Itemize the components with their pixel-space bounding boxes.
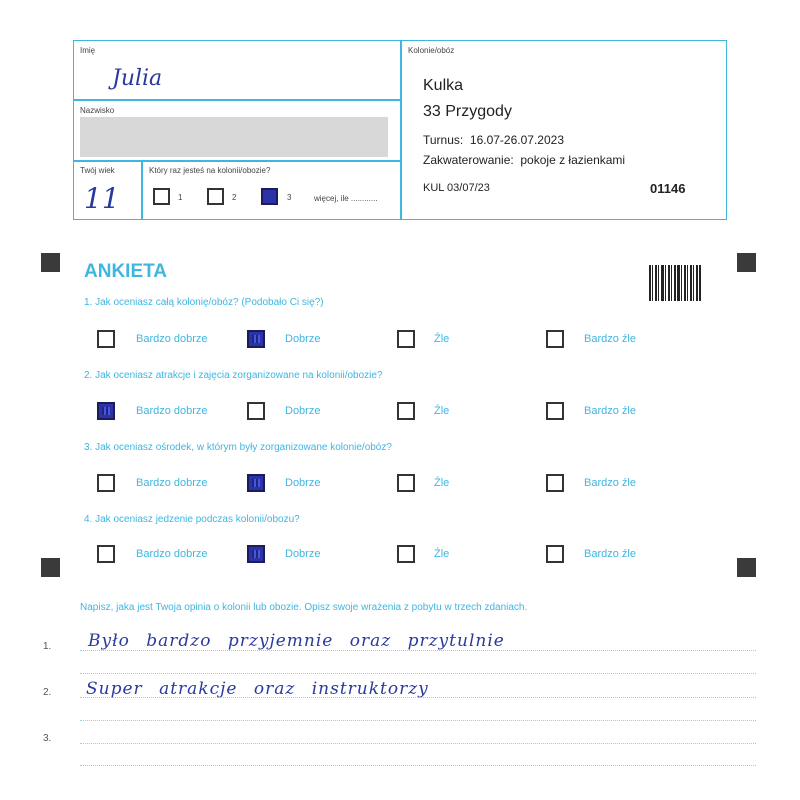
form-number: 01146: [650, 181, 686, 196]
registration-marker-bottom-left: [41, 558, 60, 577]
q3-bardzo-dobrze-checkbox[interactable]: [97, 474, 115, 492]
q4-bardzo-zle-label: Bardzo źle: [584, 548, 636, 560]
q4-dobrze-label: Dobrze: [285, 548, 321, 560]
q4-bardzo-zle-checkbox[interactable]: [546, 545, 564, 563]
question-1: 1. Jak oceniasz całą kolonię/obóz? (Podobało Ci się?): [84, 297, 324, 308]
visit-3-checkbox[interactable]: [261, 188, 278, 205]
visit-1-label: 1: [178, 193, 183, 202]
opinion-line-3-dots: [80, 743, 756, 744]
q3-bardzo-dobrze-label: Bardzo dobrze: [136, 477, 208, 489]
survey-title: ANKIETA: [84, 261, 168, 282]
opinion-line-2-number: 2.: [43, 687, 52, 698]
camp-program: 33 Przygody: [423, 103, 512, 120]
camp-code: KUL 03/07/23: [423, 182, 490, 194]
opinion-line-2-dots: [80, 697, 756, 698]
q4-bardzo-dobrze-label: Bardzo dobrze: [136, 548, 208, 560]
q2-bardzo-zle-label: Bardzo źle: [584, 405, 636, 417]
q3-bardzo-zle-checkbox[interactable]: [546, 474, 564, 492]
q2-bardzo-dobrze-label: Bardzo dobrze: [136, 405, 208, 417]
visit-3-label: 3: [287, 193, 292, 202]
q2-zle-label: Źle: [434, 405, 450, 417]
surname-redacted: [80, 117, 388, 157]
visit-1-checkbox[interactable]: [153, 188, 170, 205]
visit-count-label: Który raz jesteś na kolonii/obozie?: [149, 166, 271, 175]
visit-2-checkbox[interactable]: [207, 188, 224, 205]
question-3: 3. Jak oceniasz ośrodek, w którym były zorganizowane kolonie/obóz?: [84, 442, 392, 453]
q3-zle-checkbox[interactable]: [397, 474, 415, 492]
q4-dobrze-checkbox[interactable]: [247, 545, 265, 563]
q3-bardzo-zle-label: Bardzo źle: [584, 477, 636, 489]
opinion-line-1b-dots: [80, 673, 756, 674]
opinion-line-1-dots: [80, 650, 756, 651]
question-2: 2. Jak oceniasz atrakcje i zajęcia zorganizowane na kolonii/obozie?: [84, 370, 383, 381]
q1-bardzo-dobrze-checkbox[interactable]: [97, 330, 115, 348]
surname-label: Nazwisko: [80, 106, 115, 115]
q1-zle-checkbox[interactable]: [397, 330, 415, 348]
registration-marker-top-right: [737, 253, 756, 272]
q4-bardzo-dobrze-checkbox[interactable]: [97, 545, 115, 563]
opinion-line-1-number: 1.: [43, 641, 52, 652]
turnus-text: Turnus: 16.07-26.07.2023: [423, 133, 564, 147]
q3-dobrze-checkbox[interactable]: [247, 474, 265, 492]
age-label: Twój wiek: [80, 166, 115, 175]
accommodation-text: Zakwaterowanie: pokoje z łazienkami: [423, 153, 626, 167]
age-value[interactable]: 11: [84, 182, 120, 215]
q1-dobrze-checkbox[interactable]: [247, 330, 265, 348]
q3-dobrze-label: Dobrze: [285, 477, 321, 489]
header-divider: [400, 40, 402, 220]
visit-2-label: 2: [232, 193, 237, 202]
barcode-icon: [649, 265, 701, 301]
opinion-line-3-number: 3.: [43, 733, 52, 744]
q1-dobrze-label: Dobrze: [285, 333, 321, 345]
q2-zle-checkbox[interactable]: [397, 402, 415, 420]
registration-marker-top-left: [41, 253, 60, 272]
first-name-label: Imię: [80, 46, 96, 55]
visit-more-label: więcej, ile ............: [314, 194, 378, 203]
q4-zle-label: Źle: [434, 548, 450, 560]
q1-zle-label: Źle: [434, 333, 450, 345]
registration-marker-bottom-right: [737, 558, 756, 577]
camp-name: Kulka: [423, 77, 464, 94]
q1-bardzo-zle-checkbox[interactable]: [546, 330, 564, 348]
opinion-prompt: Napisz, jaka jest Twoja opinia o kolonii lub obozie. Opisz swoje wrażenia z pobytu w trzech zdaniach.: [80, 602, 528, 613]
q2-dobrze-label: Dobrze: [285, 405, 321, 417]
first-name-value[interactable]: Julia: [112, 66, 163, 91]
opinion-line-2b-dots: [80, 720, 756, 721]
camp-label: Kolonie/obóz: [408, 46, 455, 55]
q4-zle-checkbox[interactable]: [397, 545, 415, 563]
opinion-line-2-text[interactable]: Super atrakcje oraz instruktorzy: [86, 679, 429, 699]
q2-dobrze-checkbox[interactable]: [247, 402, 265, 420]
q1-bardzo-dobrze-label: Bardzo dobrze: [136, 333, 208, 345]
question-4: 4. Jak oceniasz jedzenie podczas kolonii/obozu?: [84, 514, 300, 525]
opinion-line-1-text[interactable]: Było bardzo przyjemnie oraz przytulnie: [88, 631, 505, 651]
q3-zle-label: Źle: [434, 477, 450, 489]
q2-bardzo-zle-checkbox[interactable]: [546, 402, 564, 420]
q1-bardzo-zle-label: Bardzo źle: [584, 333, 636, 345]
opinion-line-3b-dots: [80, 765, 756, 766]
q2-bardzo-dobrze-checkbox[interactable]: [97, 402, 115, 420]
